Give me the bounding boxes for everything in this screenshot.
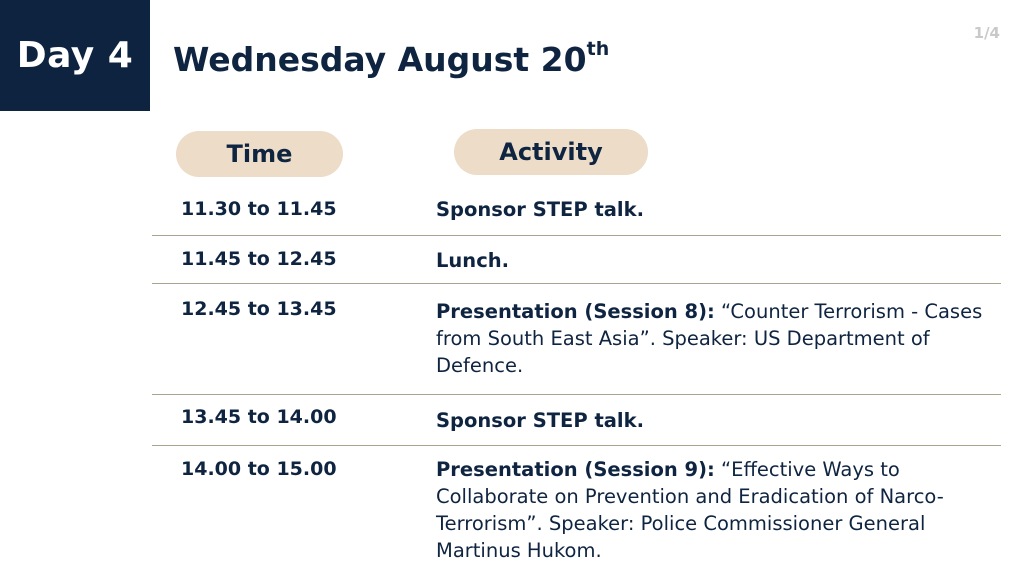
page-indicator: 1/4: [973, 24, 1000, 42]
activity-bold: Sponsor STEP talk.: [436, 409, 644, 432]
activity-bold: Lunch.: [436, 249, 510, 272]
row-time: 11.45 to 12.45: [181, 248, 337, 270]
day-label-block: [0, 0, 150, 111]
activity-header-label: Activity: [499, 138, 603, 166]
row-time: 11.30 to 11.45: [181, 198, 337, 220]
activity-text: “Effective Ways to Collaborate on Prevention and Eradication of Narco-Terrorism”. Speaker: Police Commissioner General Martinus Hukom.: [436, 458, 944, 562]
row-activity: [436, 196, 996, 223]
date-suffix: th: [586, 38, 610, 60]
row-activity: [436, 407, 996, 434]
row-activity: [436, 456, 996, 564]
row-time: 12.45 to 13.45: [181, 298, 337, 320]
time-column-header: [176, 131, 343, 177]
activity-bold: Presentation (Session 9):: [436, 458, 715, 481]
date-main: Wednesday August 20: [173, 40, 587, 79]
schedule-row: [152, 446, 1001, 574]
row-time: 13.45 to 14.00: [181, 406, 337, 428]
schedule-row: [152, 395, 1001, 446]
row-activity: [436, 247, 996, 274]
row-time: 14.00 to 15.00: [181, 458, 337, 480]
activity-text: “Counter Terrorism - Cases from South East Asia”. Speaker: US Department of Defence.: [436, 300, 983, 377]
activity-bold: Sponsor STEP talk.: [436, 198, 644, 221]
schedule-row: [152, 186, 1001, 236]
schedule-row: [152, 284, 1001, 395]
page-title: [173, 40, 609, 79]
activity-column-header: [454, 129, 648, 175]
activity-bold: Presentation (Session 8):: [436, 300, 715, 323]
time-header-label: Time: [226, 140, 293, 168]
day-label: Day 4: [16, 35, 134, 76]
schedule-row: [152, 236, 1001, 284]
row-activity: [436, 298, 996, 379]
